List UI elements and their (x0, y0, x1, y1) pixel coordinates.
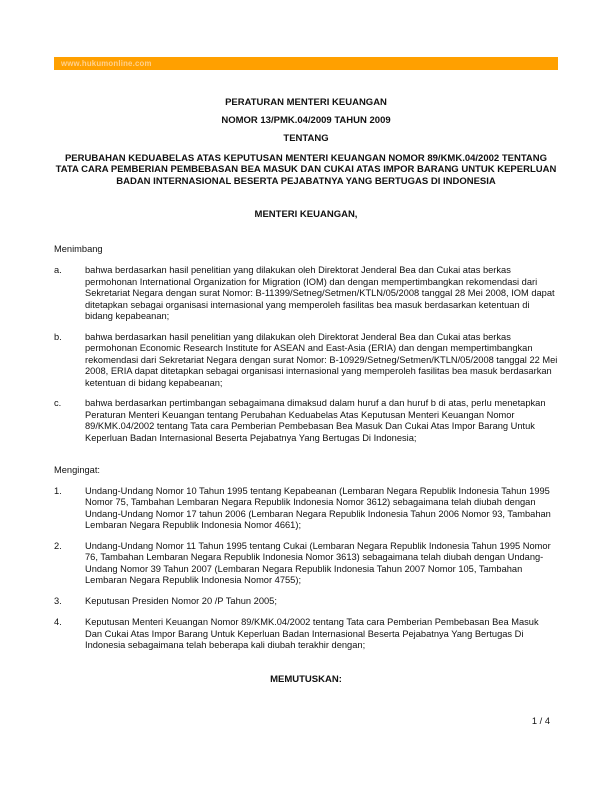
doc-subject: PERUBAHAN KEDUABELAS ATAS KEPUTUSAN MENTERI KEUANGAN NOMOR 89/KMK.04/2002 TENTANG TATA CARA PEMBERIAN PEMBEBASAN BEA MASUK DAN CUKAI ATAS IMPOR BARANG UNTUK KEPERLUAN BADAN INTERNASIONAL BESERTA PEJABATNYA YANG BERTUGAS DI INDONESIA (55, 152, 557, 187)
observing-label: Mengingat: (54, 465, 100, 476)
document-content (54, 0, 558, 686)
item-marker: 2. (54, 541, 62, 552)
item-text: bahwa berdasarkan hasil penelitian yang dilakukan oleh Direktorat Jenderal Bea dan Cukai atas berkas permohonan Economic Research Institute for ASEAN and East-Asia (ERIA) dan dengan mempertimbangkan rekomendasi dari Sekretariat Negara dengan surat Nomor: B-10929/Setneg/Setmen/KTLN/05/2008 tanggal 22 Mei 2008, ERIA dapat ditetapkan sebagai organisasi internasional yang memperoleh fasilitas bea masuk berdasarkan ketentuan di bidang kepabeanan; (85, 331, 558, 388)
header-url-text: www.hukumonline.com (61, 59, 152, 68)
item-text: bahwa berdasarkan hasil penelitian yang dilakukan oleh Direktorat Jenderal Bea dan Cukai atas berkas permohonan International Organization for Migration (IOM) dan dengan mempertimbangkan rekomendasi dari Sekretariat Negara dengan surat Nomor: B-11399/Setneg/Setmen/KTLN/05/2008 tanggal 28 Mei 2008, IOM dapat ditetapkan sebagai organisasi internasional yang memperoleh fasilitas bea masuk berdasarkan ketentuan di bidang kepabeanan; (85, 265, 555, 321)
observing-item-1 (54, 486, 558, 532)
doc-title-line-1: PERATURAN MENTERI KEUANGAN (225, 97, 387, 108)
decision-heading: MEMUTUSKAN: (270, 674, 342, 686)
doc-number-line: NOMOR 13/PMK.04/2009 TAHUN 2009 (221, 115, 391, 127)
item-text: Undang-Undang Nomor 11 Tahun 1995 tentang Cukai (Lembaran Negara Republik Indonesia Tahun 1995 Nomor 76, Tambahan Lembaran Negara Republik Indonesia Nomor 3613) sebagaimana telah diubah dengan Undang-Undang Nomor 39 Tahun 2007 (Lembaran Negara Republik Indonesia Tahun 2007 Nomor 105, Tambahan Lembaran Negara Republik Indonesia Nomor 4755); (85, 541, 551, 586)
item-marker: 3. (54, 596, 62, 607)
item-marker: a. (54, 265, 62, 276)
page-number: 1 / 4 (531, 716, 550, 726)
item-text: bahwa berdasarkan pertimbangan sebagaimana dimaksud dalam huruf a dan huruf b di atas, perlu menetapkan Peraturan Menteri Keuangan tentang Perubahan Keduabelas Atas Keputusan Menteri Keuangan Nomor 89/KMK.04/2002 tentang Tata cara Pemberian Pembebasan Bea Masuk Dan Cukai Atas Impor Barang Untuk Keperluan Badan Internasional Beserta Pejabatnya Yang Bertugas Di Indonesia; (85, 398, 546, 443)
item-text: Keputusan Presiden Nomor 20 /P Tahun 2005; (85, 596, 277, 607)
item-text: Keputusan Menteri Keuangan Nomor 89/KMK.04/2002 tentang Tata cara Pemberian Pembebasan Bea Masuk Dan Cukai Atas Impor Barang Untuk Keperluan Badan Internasional Beserta Pejabatnya Yang Bertugas Di Indonesia sebagaimana telah beberapa kali diubah terakhir dengan; (85, 617, 539, 650)
title-block (54, 97, 558, 187)
item-marker: b. (54, 331, 62, 342)
observing-section (54, 465, 558, 651)
item-marker: 1. (54, 485, 62, 496)
authority-heading: MENTERI KEUANGAN, (254, 209, 358, 221)
item-text: Undang-Undang Nomor 10 Tahun 1995 tentang Kepabeanan (Lembaran Negara Republik Indonesia Tahun 1995 Nomor 75, Tambahan Lembaran Negara Republik Indonesia Nomor 3612) sebagaimana telah diubah dengan Undang-Undang Nomor 17 tahun 2006 (Lembaran Negara Republik Indonesia Tahun 2006 Nomor 93, Tambahan Lembaran Negara Republik Indonesia Nomor 4661); (85, 485, 551, 531)
observing-item-2 (54, 541, 558, 587)
considering-section (54, 244, 558, 444)
item-marker: c. (54, 398, 62, 409)
considering-label: Menimbang (54, 244, 103, 255)
item-marker: 4. (54, 617, 62, 628)
observing-item-3 (54, 596, 558, 607)
considering-item-c (54, 398, 558, 444)
considering-item-a (54, 265, 558, 322)
doc-tentang-line: TENTANG (283, 133, 329, 145)
considering-item-b (54, 332, 558, 389)
observing-item-4 (54, 617, 558, 651)
